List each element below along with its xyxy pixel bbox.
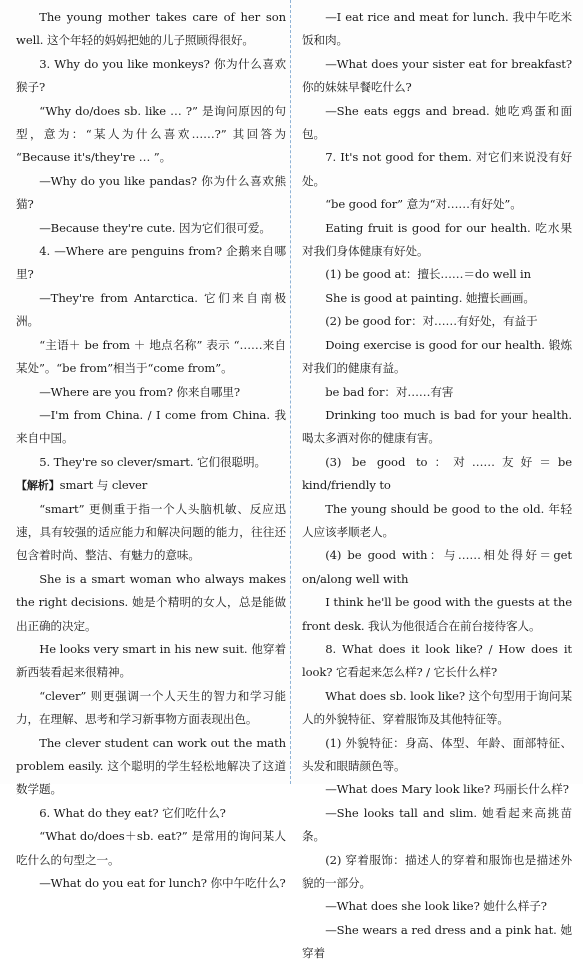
paragraph: “Why do/does sb. like … ?” 是询问原因的句型，意为：“某人为什么喜欢……?” 其回答为 “Because it's/they're … ”。 xyxy=(16,103,286,165)
paragraph: 8. What does it look like? / How does it look? 它看起来怎么样? / 它长什么样? xyxy=(302,641,572,680)
paragraph: —What does she look like? 她什么样子? xyxy=(325,899,547,914)
analysis-title: smart 与 clever xyxy=(59,478,148,493)
paragraph: be bad for：对……有害 xyxy=(325,384,454,399)
paragraph: The young should be good to the old. 年轻人应该孝顺老人。 xyxy=(302,501,572,539)
paragraph: She is good at painting. 她擅长画画。 xyxy=(325,290,535,305)
paragraph: She is a smart woman who always makes the right decisions. 她是个精明的女人，总是能做出正确的决定。 xyxy=(16,571,286,633)
paragraph: —She eats eggs and bread. 她吃鸡蛋和面包。 xyxy=(302,103,572,142)
paragraph: Eating fruit is good for our health. 吃水果对我们身体健康有好处。 xyxy=(302,220,572,259)
analysis-tag: 【解析】 xyxy=(16,479,60,493)
paragraph: He looks very smart in his new suit. 他穿着新西装看起来很精神。 xyxy=(16,641,286,680)
paragraph: (4) be good with：与……相处得好＝get on/along well with xyxy=(302,548,572,586)
paragraph: (2) 穿着服饰：描述人的穿着和服饰也是描述外貌的一部分。 xyxy=(302,852,572,891)
paragraph: The clever student can work out the math problem easily. 这个聪明的学生轻松地解决了这道数学题。 xyxy=(16,735,286,797)
paragraph: —They're from Antarctica. 它们来自南极洲。 xyxy=(16,290,286,329)
paragraph: The young mother takes care of her son well. 这个年轻的妈妈把她的儿子照顾得很好。 xyxy=(16,10,286,48)
paragraph: Doing exercise is good for our health. 锻炼对我们的健康有益。 xyxy=(302,337,572,376)
paragraph: “clever” 则更强调一个人天生的智力和学习能力，在理解、思考和学习新事物方面表现出色。 xyxy=(16,688,286,727)
paragraph: 7. It's not good for them. 对它们来说没有好处。 xyxy=(302,150,572,188)
paragraph: 3. Why do you like monkeys? 你为什么喜欢猴子? xyxy=(16,56,286,95)
paragraph: “What do/does＋sb. eat?” 是常用的询问某人吃什么的句型之一。 xyxy=(16,829,286,867)
paragraph: —She wears a red dress and a pink hat. 她穿着 xyxy=(302,922,572,961)
paragraph: —I eat rice and meat for lunch. 我中午吃米饭和肉。 xyxy=(302,10,572,48)
column-divider xyxy=(290,0,291,784)
paragraph: (2) be good for：对……有好处，有益于 xyxy=(325,314,538,329)
paragraph: (3) be good to：对……友好＝be kind/friendly to xyxy=(302,454,572,493)
analysis-heading xyxy=(16,474,286,497)
paragraph: I think he'll be good with the guests at the front desk. 我认为他很适合在前台接待客人。 xyxy=(302,595,572,633)
left-column xyxy=(16,6,286,895)
paragraph: Drinking too much is bad for your health. 喝太多酒对你的健康有害。 xyxy=(302,407,572,446)
paragraph: —Because they're cute. 因为它们很可爱。 xyxy=(39,220,271,235)
paragraph: 6. What do they eat? 它们吃什么? xyxy=(39,805,226,820)
paragraph: 5. They're so clever/smart. 它们很聪明。 xyxy=(39,454,266,469)
paragraph: —What does Mary look like? 玛丽长什么样? xyxy=(325,782,569,797)
paragraph: —What does your sister eat for breakfast? 你的妹妹早餐吃什么? xyxy=(302,56,572,95)
paragraph: 4. —Where are penguins from? 企鹅来自哪里? xyxy=(16,244,286,282)
right-column xyxy=(302,6,572,966)
paragraph: (1) 外貌特征：身高、体型、年龄、面部特征、头发和眼睛颜色等。 xyxy=(302,735,572,773)
paragraph: What does sb. look like? 这个句型用于询问某人的外貌特征、穿着服饰及其他特征等。 xyxy=(302,688,572,727)
paragraph: (1) be good at：擅长……＝do well in xyxy=(325,267,532,282)
paragraph: —Why do you like pandas? 你为什么喜欢熊猫? xyxy=(16,173,286,212)
paragraph: —She looks tall and slim. 她看起来高挑苗条。 xyxy=(302,805,572,844)
paragraph: “be good for” 意为“对……有好处”。 xyxy=(325,197,522,212)
paragraph: “主语＋ be from ＋ 地点名称” 表示 “……来自某处”。“be from”相当于“come from”。 xyxy=(16,337,286,376)
paragraph: —What do you eat for lunch? 你中午吃什么? xyxy=(39,876,286,891)
paragraph: “smart” 更侧重于指一个人头脑机敏、反应迅速，具有较强的适应能力和解决问题的能力，往往还包含着时尚、整洁、有魅力的意味。 xyxy=(16,501,286,563)
paragraph: —Where are you from? 你来自哪里? xyxy=(39,384,240,399)
paragraph: —I'm from China. / I come from China. 我来自中国。 xyxy=(16,407,286,446)
